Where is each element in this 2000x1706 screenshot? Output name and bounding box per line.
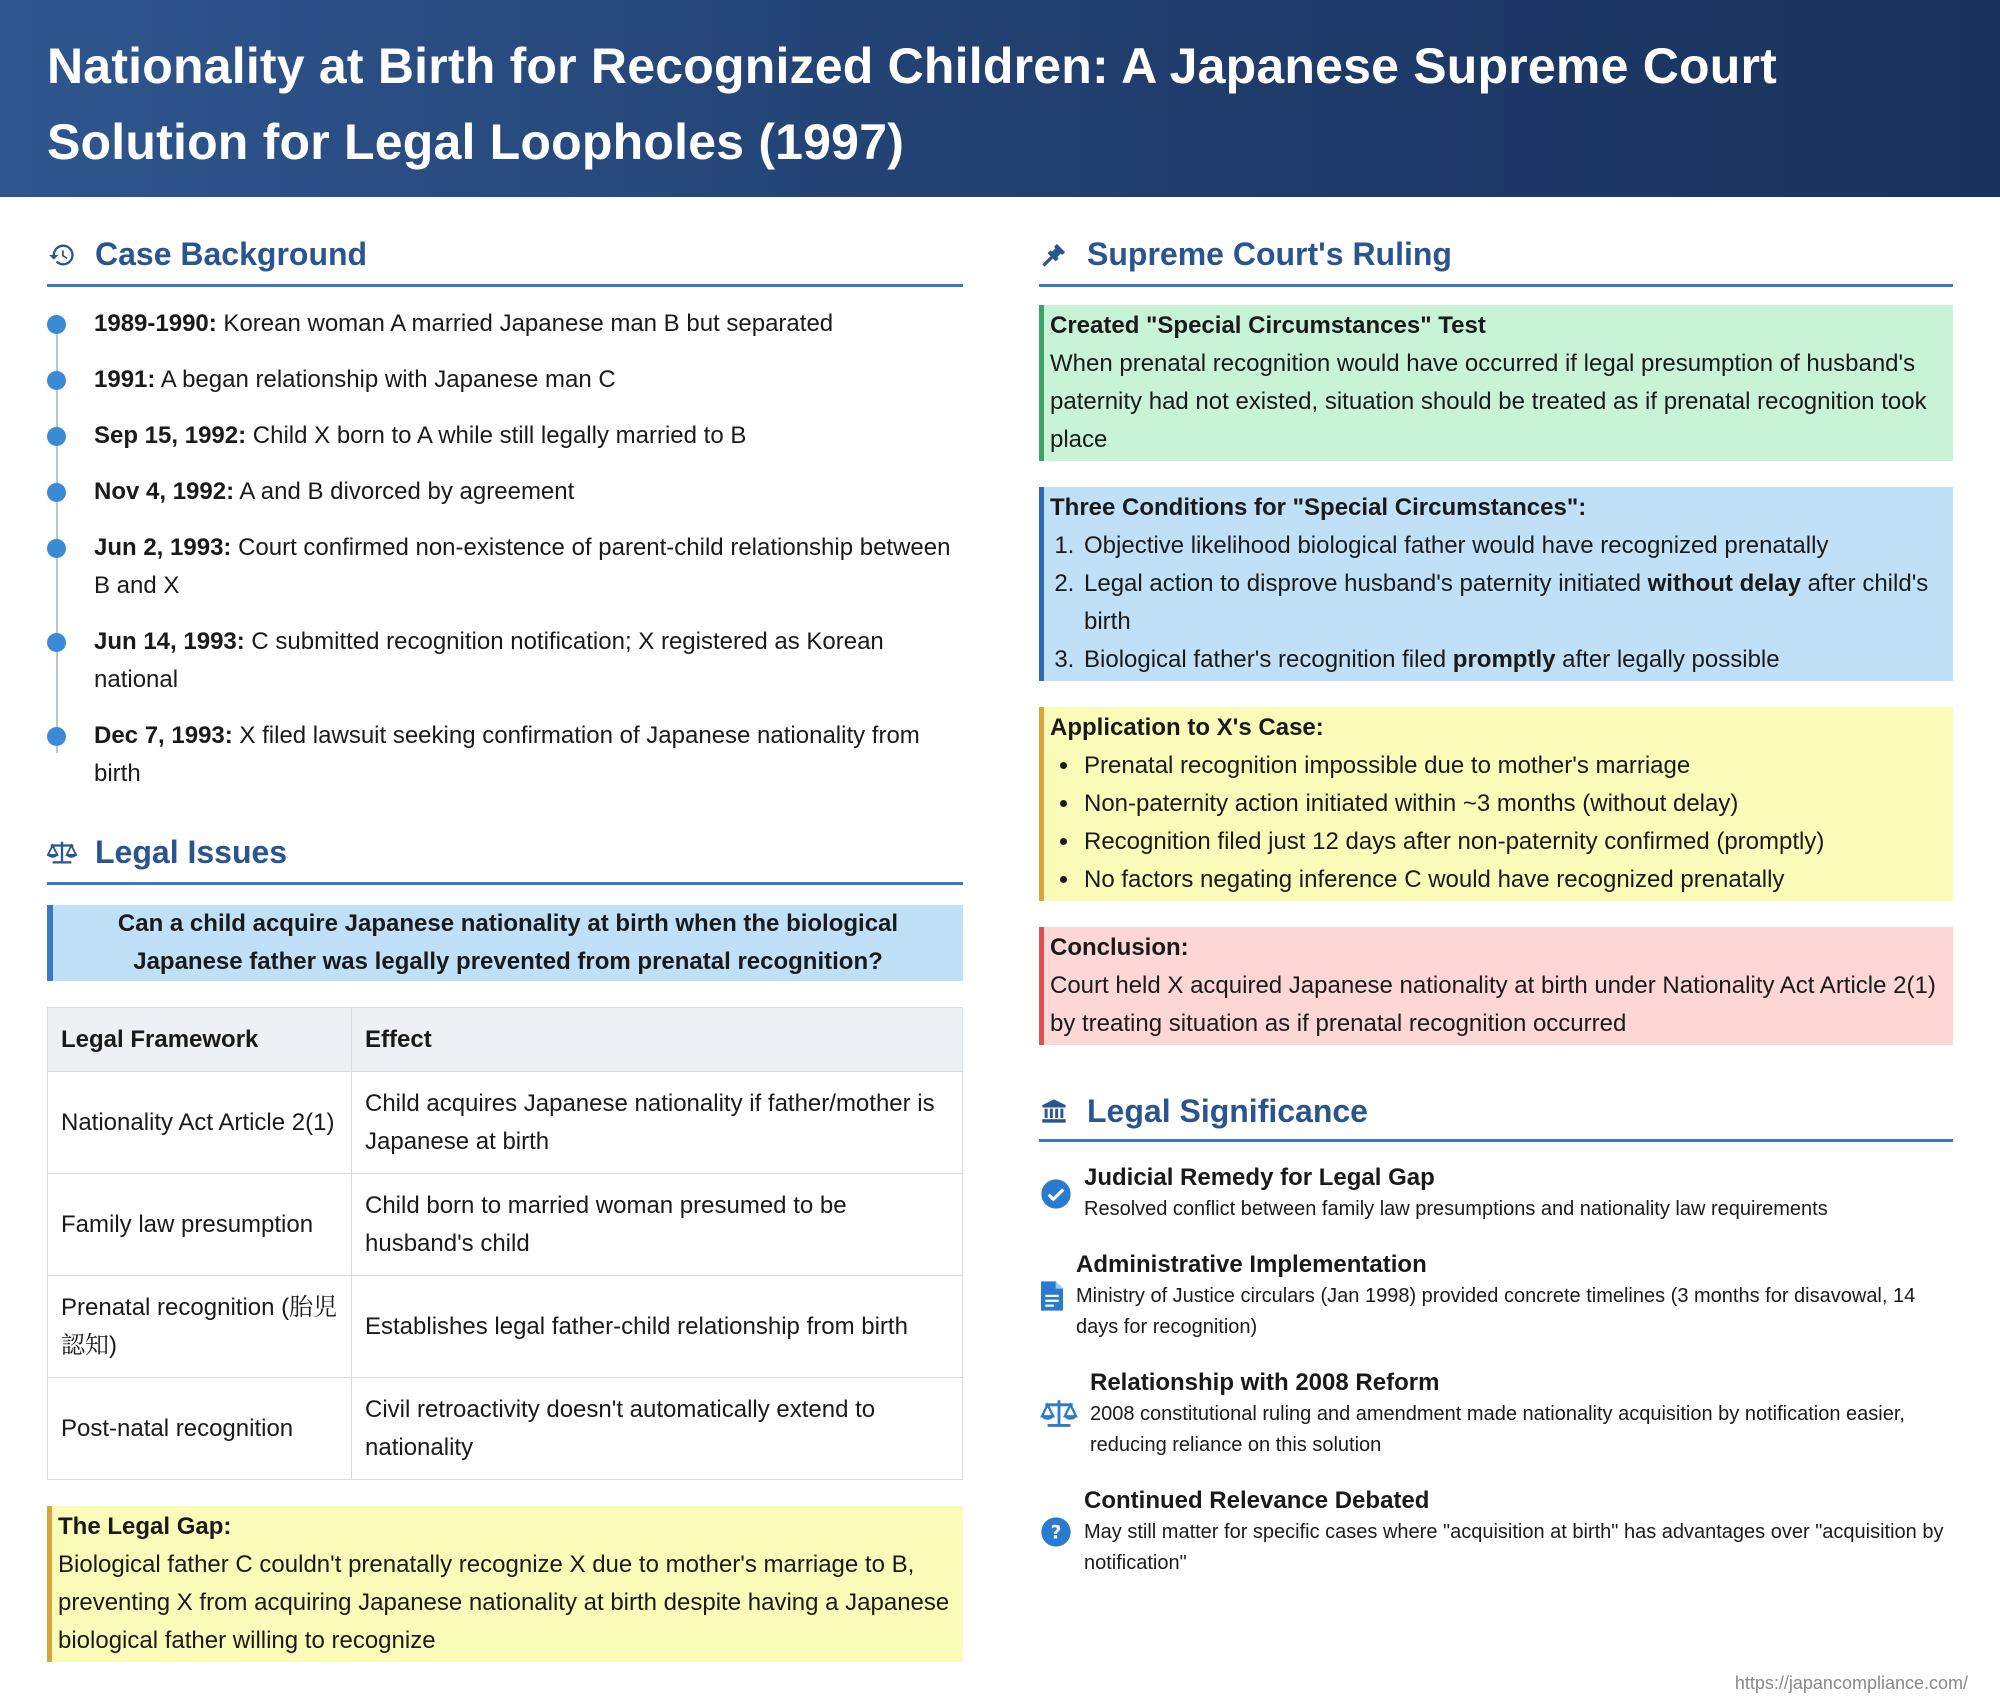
condition-item	[1081, 641, 1947, 679]
case-background-label: Case Background	[95, 236, 368, 272]
table-header: Legal Framework	[48, 1008, 352, 1072]
table-cell: Civil retroactivity doesn't automatically extend to nationality	[352, 1378, 963, 1480]
legal-question: Can a child acquire Japanese nationality at birth when the biological Japanese father was legally prevented from prenatal recognition?	[47, 905, 963, 981]
timeline-dot	[47, 371, 66, 390]
timeline-item	[47, 361, 963, 399]
conditions-title: Three Conditions for "Special Circumstances":	[1050, 494, 1587, 521]
right-column	[1039, 197, 1953, 1579]
list-item: • Non-paternity action initiated within ~3 months (without delay)	[1081, 785, 1947, 823]
timeline-date: 1989-1990:	[94, 310, 217, 337]
condition-text: after child's birth	[1084, 570, 1929, 635]
condition-text: after legally possible	[1555, 646, 1780, 673]
timeline-dot	[47, 483, 66, 502]
conclusion-text: Court held X acquired Japanese nationality at birth under Nationality Act Article 2(1) by treating situation as if prenatal recognition occurred	[1050, 972, 1936, 1037]
landmark-icon	[1039, 1096, 1069, 1126]
timeline-item	[47, 717, 963, 793]
timeline-date: Nov 4, 1992:	[94, 478, 235, 505]
condition-text: Legal action to disprove husband's paternity initiated	[1084, 570, 1648, 597]
timeline-text: X filed lawsuit seeking confirmation of Japanese nationality from birth	[94, 722, 920, 787]
timeline-item	[47, 623, 963, 699]
timeline-item	[47, 417, 963, 455]
svg-text:?: ?	[1050, 1522, 1062, 1544]
significance-label: Legal Significance	[1087, 1092, 1368, 1129]
legal-framework-table	[47, 1007, 963, 1480]
timeline-date: 1991:	[94, 366, 156, 393]
timeline	[47, 305, 963, 793]
significance-item	[1039, 1485, 1953, 1579]
application-box	[1039, 707, 1953, 901]
table-row	[48, 1378, 963, 1480]
condition-emphasis: without delay	[1647, 570, 1801, 597]
timeline-date: Jun 14, 1993:	[94, 628, 245, 655]
three-conditions-box	[1039, 487, 1953, 681]
legal-issues-label: Legal Issues	[95, 834, 288, 870]
significance-item	[1039, 1367, 1953, 1461]
timeline-dot	[47, 633, 66, 652]
timeline-dot	[47, 539, 66, 558]
footer-url: https://japancompliance.com/	[1734, 1673, 1968, 1693]
legal-gap-title: The Legal Gap:	[58, 1513, 232, 1540]
timeline-text: Child X born to A while still legally married to B	[246, 422, 747, 449]
timeline-date: Jun 2, 1993:	[94, 534, 232, 561]
condition-item	[1081, 565, 1947, 641]
table-header-row	[48, 1008, 963, 1072]
timeline-text: Korean woman A married Japanese man B but separated	[216, 310, 834, 337]
condition-text: Biological father's recognition filed	[1084, 646, 1453, 673]
table-cell: Nationality Act Article 2(1)	[48, 1072, 352, 1174]
check-circle-icon	[1039, 1178, 1073, 1210]
table-cell: Establishes legal father-child relationship from birth	[352, 1276, 963, 1378]
ruling-heading	[1039, 197, 1953, 287]
timeline-text: Court confirmed non-existence of parent-child relationship between B and X	[94, 534, 951, 599]
timeline-date: Dec 7, 1993:	[94, 722, 233, 749]
table-cell: Child born to married woman presumed to be husband's child	[352, 1174, 963, 1276]
table-cell: Post-natal recognition	[48, 1378, 352, 1480]
condition-emphasis: promptly	[1452, 646, 1556, 673]
special-circumstances-test-box	[1039, 305, 1953, 461]
timeline-dot	[47, 315, 66, 334]
significance-desc: 2008 constitutional ruling and amendment made nationality acquisition by notification easier, reducing reliance on this solution	[1090, 1403, 1905, 1456]
significance-title: Administrative Implementation	[1076, 1251, 1427, 1278]
significance-desc: Ministry of Justice circulars (Jan 1998) provided concrete timelines (3 months for disavowal, 14 days for recognition)	[1076, 1285, 1916, 1338]
document-icon	[1039, 1281, 1065, 1311]
test-text: When prenatal recognition would have occurred if legal presumption of husband's paternity had not existed, situation should be treated as if prenatal recognition took place	[1050, 350, 1927, 453]
conclusion-box	[1039, 927, 1953, 1045]
significance-item	[1039, 1249, 1953, 1343]
page-header	[0, 0, 2000, 197]
scale-icon	[47, 838, 77, 868]
significance-desc: Resolved conflict between family law presumptions and nationality law requirements	[1084, 1198, 1828, 1220]
list-item: • No factors negating inference C would have recognized prenatally	[1081, 861, 1947, 899]
test-title: Created "Special Circumstances" Test	[1050, 312, 1486, 339]
significance-item	[1039, 1162, 1953, 1225]
timeline-text: C submitted recognition notification; X registered as Korean national	[94, 628, 884, 693]
timeline-item	[47, 473, 963, 511]
list-item: • Recognition filed just 12 days after non-paternity confirmed (promptly)	[1081, 823, 1947, 861]
timeline-dot	[47, 427, 66, 446]
left-column	[47, 197, 963, 1662]
significance-heading	[1039, 1045, 1953, 1142]
list-item: • Prenatal recognition impossible due to mother's marriage	[1081, 747, 1947, 785]
significance-list	[1039, 1162, 1953, 1579]
significance-title: Continued Relevance Debated	[1084, 1487, 1430, 1514]
timeline-date: Sep 15, 1992:	[94, 422, 247, 449]
history-icon	[47, 240, 77, 270]
ruling-label: Supreme Court's Ruling	[1087, 236, 1452, 272]
significance-title: Relationship with 2008 Reform	[1090, 1369, 1440, 1396]
condition-item	[1081, 527, 1947, 565]
condition-text: Objective likelihood biological father would have recognized prenatally	[1084, 532, 1829, 559]
table-cell: Family law presumption	[48, 1174, 352, 1276]
timeline-item	[47, 305, 963, 343]
table-row	[48, 1174, 963, 1276]
table-row	[48, 1072, 963, 1174]
legal-issues-heading	[47, 811, 963, 885]
timeline-text: A began relationship with Japanese man C	[155, 366, 616, 393]
significance-desc: May still matter for specific cases where "acquisition at birth" has advantages over "acquisition by notification"	[1084, 1521, 1944, 1574]
application-title: Application to X's Case:	[1050, 714, 1324, 741]
conclusion-title: Conclusion:	[1050, 934, 1189, 961]
gavel-icon	[1039, 240, 1069, 270]
timeline-text: A and B divorced by agreement	[234, 478, 575, 505]
scale-icon	[1039, 1398, 1079, 1430]
table-header: Effect	[352, 1008, 963, 1072]
case-background-heading	[47, 197, 963, 287]
legal-gap-box	[47, 1506, 963, 1662]
table-row	[48, 1276, 963, 1378]
legal-gap-text: Biological father C couldn't prenatally recognize X due to mother's marriage to B, preventing X from acquiring Japanese nationality at birth despite having a Japanese biological father willing to recognize	[58, 1551, 950, 1654]
application-list	[1050, 747, 1947, 899]
page-title: Nationality at Birth for Recognized Children: A Japanese Supreme Court Solution for Legal Loopholes (1997)	[47, 38, 1777, 170]
timeline-item	[47, 529, 963, 605]
conditions-list	[1050, 527, 1947, 679]
timeline-dot	[47, 727, 66, 746]
question-circle-icon	[1039, 1516, 1073, 1548]
table-cell: Child acquires Japanese nationality if father/mother is Japanese at birth	[352, 1072, 963, 1174]
significance-title: Judicial Remedy for Legal Gap	[1084, 1164, 1435, 1191]
table-cell: Prenatal recognition (胎児認知)	[48, 1276, 352, 1378]
